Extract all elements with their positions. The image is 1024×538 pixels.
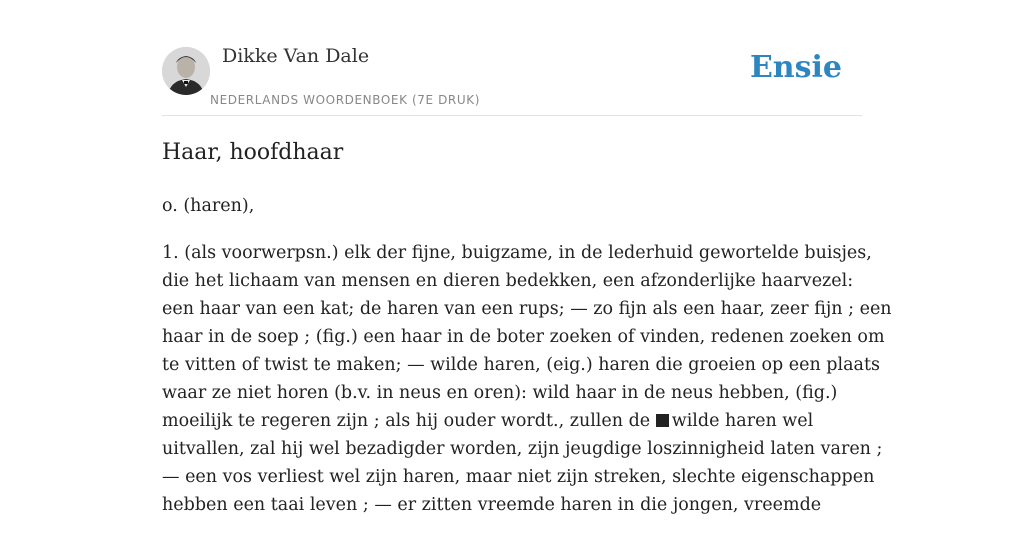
author-avatar[interactable] bbox=[162, 47, 210, 95]
definition-text: moeilijk te regeren zijn ; als hij ouder wordt., zullen de bbox=[162, 411, 656, 431]
grammar-note: o. (haren), bbox=[162, 196, 255, 216]
square-bullet-icon bbox=[656, 414, 669, 427]
definition-text: wilde haren wel bbox=[671, 411, 814, 431]
definition-line: een haar van een kat; de haren van een rups; — zo fijn als een haar, zeer fijn ; een bbox=[162, 299, 892, 319]
definition-line: die het lichaam van mensen en dieren bedekken, een afzonderlijke haarvezel: bbox=[162, 271, 854, 291]
entry-body bbox=[162, 192, 892, 538]
definition-line: hebben een taai leven ; — er zitten vreemde haren in die jongen, vreemde bbox=[162, 495, 822, 515]
definition-line: 1. (als voorwerpsn.) elk der fijne, buigzame, in de lederhuid gewortelde buisjes, bbox=[162, 243, 872, 263]
definition-line: waar ze niet horen (b.v. in neus en oren): wild haar in de neus hebben, (fig.) bbox=[162, 383, 838, 403]
definition-line: haar in de soep ; (fig.) een haar in de boter zoeken of vinden, redenen zoeken om bbox=[162, 327, 885, 347]
definition-paragraph bbox=[162, 239, 892, 519]
definition-line: uitvallen, zal hij wel bezadigder worden, zijn jeugdige loszinnigheid laten varen ; bbox=[162, 439, 883, 459]
entry-title: Haar, hoofdhaar bbox=[162, 140, 344, 165]
author-name[interactable]: Dikke Van Dale bbox=[222, 45, 370, 67]
definition-line bbox=[162, 407, 862, 435]
definition-line: — een vos verliest wel zijn haren, maar niet zijn streken, slechte eigenschappen bbox=[162, 467, 875, 487]
brand-logo[interactable]: Ensie bbox=[749, 50, 842, 85]
portrait-icon bbox=[162, 47, 210, 95]
source-name: NEDERLANDS WOORDENBOEK (7E DRUK) bbox=[210, 93, 480, 107]
entry-page bbox=[162, 0, 892, 515]
definition-line: te vitten of twist te maken; — wilde haren, (eig.) haren die groeien op een plaats bbox=[162, 355, 880, 375]
entry-header bbox=[162, 0, 862, 116]
